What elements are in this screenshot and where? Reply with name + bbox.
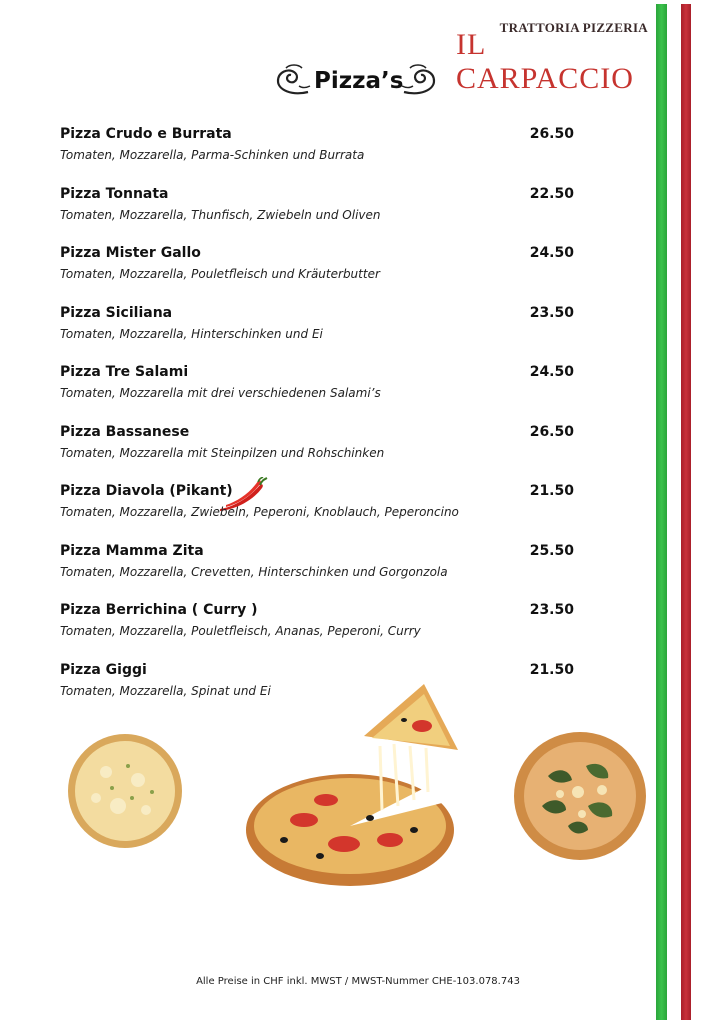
menu-item: [60, 186, 580, 246]
item-price: 21.50: [529, 661, 574, 678]
item-name: Pizza Giggi: [60, 661, 147, 678]
page-title-block: [270, 60, 442, 102]
flag-stripe-white: [667, 4, 681, 1020]
menu-item: [60, 483, 580, 543]
item-price: 23.50: [529, 602, 574, 618]
menu-item: [60, 364, 580, 424]
menu-item: [60, 245, 580, 305]
menu-item: [60, 424, 580, 484]
item-name: Pizza Siciliana: [60, 304, 173, 321]
item-price: 25.50: [529, 542, 574, 559]
pizza-image-slice: [244, 680, 462, 890]
item-description: Tomaten, Mozzarella, Crevetten, Hinterschinken und Gorgonzola: [60, 564, 448, 579]
price-footnote: Alle Preise in CHF inkl. MWST / MWST-Nummer CHE-103.078.743: [196, 976, 520, 987]
item-price: 21.50: [529, 483, 574, 499]
item-description: Tomaten, Mozzarella, Parma-Schinken und Burrata: [60, 148, 365, 162]
menu-item: [60, 543, 580, 603]
pizza-menu-list: [60, 126, 580, 721]
flag-stripe-red: [681, 4, 691, 1020]
flag-stripe-green: [656, 4, 667, 1020]
item-name: Pizza Berrichina ( Curry ): [60, 602, 258, 618]
menu-item: [60, 305, 580, 365]
item-name: Pizza Mister Gallo: [60, 245, 201, 261]
item-description: Tomaten, Mozzarella, Pouletfleisch und Kräuterbutter: [60, 267, 380, 281]
menu-item: [60, 602, 580, 662]
item-price: 24.50: [529, 245, 574, 261]
item-description: Tomaten, Mozzarella mit drei verschiedenen Salami’s: [60, 386, 381, 400]
item-description: Tomaten, Mozzarella, Pouletfleisch, Ananas, Peperoni, Curry: [60, 624, 421, 638]
item-price: 26.50: [529, 423, 574, 440]
logo-subtitle: TRATTORIA PIZZERIA: [499, 20, 648, 35]
pizza-image-spinach: [512, 730, 648, 862]
item-name: Pizza Bassanese: [60, 423, 190, 440]
item-price: 26.50: [529, 126, 574, 142]
item-description: Tomaten, Mozzarella, Spinat und Ei: [60, 683, 271, 698]
logo-name: IL CARPACCIO: [456, 28, 634, 95]
swirl-ornament-icon: [272, 62, 312, 100]
item-price: 22.50: [529, 185, 574, 202]
item-name: Pizza Tonnata: [60, 185, 169, 202]
item-name: Pizza Crudo e Burrata: [60, 126, 232, 142]
page-title: Pizza’s: [314, 68, 404, 94]
item-description: Tomaten, Mozzarella, Hinterschinken und Ei: [60, 326, 323, 341]
restaurant-logo: [456, 18, 652, 95]
item-name: Pizza Mamma Zita: [60, 542, 204, 559]
swirl-ornament-icon: [400, 62, 440, 100]
item-description: Tomaten, Mozzarella mit Steinpilzen und Rohschinken: [60, 445, 385, 460]
item-description: Tomaten, Mozzarella, Thunfisch, Zwiebeln und Oliven: [60, 207, 381, 222]
item-price: 23.50: [529, 304, 574, 321]
menu-item: [60, 126, 580, 186]
item-name: Pizza Tre Salami: [60, 364, 189, 380]
item-price: 24.50: [529, 364, 574, 380]
pizza-image-cheese: [66, 732, 184, 850]
item-name: Pizza Diavola (Pikant): [60, 483, 233, 499]
item-description: Tomaten, Mozzarella, Zwiebeln, Peperoni, Knoblauch, Peperoncino: [60, 505, 459, 519]
